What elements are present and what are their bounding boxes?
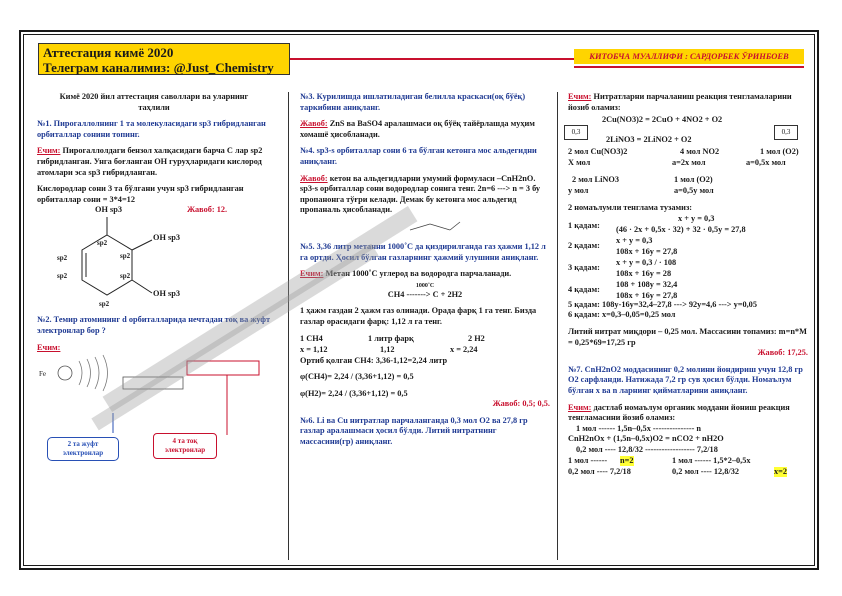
step-equation: 108x + 16y = 28 [616, 268, 672, 278]
fraction-h2: φ(H2)= 2,24 / (3,36+1,12) = 0,5 [300, 388, 408, 398]
solution-label-5: Ечим: [300, 269, 324, 279]
solution-6-text: Нитратларни парчаланиш реакция тенгламаларини йозиб оламиз: [568, 92, 792, 112]
step-equation: 108x + 16y = 27,8 [616, 246, 678, 256]
author-box: КИТОБЧА МУАЛЛИФИ : САРДОРБЕК ЎРИНБОЕВ [574, 49, 804, 64]
proportion-cell: 1 литр фарқ [368, 333, 414, 343]
step-equation: 108x + 16y = 27,8 [616, 290, 678, 300]
step-label: 2 қадам: [568, 240, 600, 250]
sp2-label: sp2 [120, 252, 131, 261]
final-proportions [568, 456, 808, 478]
ratio-cell: 2 мол Cu(NO3)2 [568, 147, 628, 157]
oxygen-box-left: 0,3 [564, 125, 588, 140]
answer-4-text: кетон ва альдегидларни умумий формуласи –CnH2nO. sp3-s орбиталлар сони водородлар сонига тенг. 2n=6 ---> n = 3 бу пропанонга тўғри келади. Демак бу кетонга мос альдегид пропаналь ҳисобланади. [300, 173, 541, 215]
reaction-5: CH4 -------> C + 2H2 [387, 289, 463, 299]
x-value: x=2 [774, 466, 788, 476]
step-equation: 108 + 108y = 32,4 [616, 279, 678, 289]
step-6: 6 қадам: x=0,3–0,05=0,25 мол [568, 310, 676, 320]
header-title: Аттестация кимё 2020 [43, 45, 174, 60]
oh-label-mid: OH sp3 [153, 233, 180, 243]
solution-label-6: Ечим: [568, 92, 592, 101]
sp2-label: sp2 [57, 254, 68, 263]
proportion-table [300, 334, 550, 356]
doc-title: Кимё 2020 йил аттестация саволлари ва уларнинг таҳлили [59, 92, 249, 112]
question-6: №6. Li ва Cu нитратлар парчаланганда 0,3 мол О2 ва 27,8 гр газлар аралашмаси ҳосил бўлди. Литий нитратнинг массасини(гр) аниқланг. [300, 415, 528, 447]
sp2-label: sp2 [97, 239, 108, 248]
author-underline [574, 66, 804, 68]
remaining-methane: Ортиб қолган CH4: 3,36-1,12=2,24 литр [300, 355, 448, 365]
ratio-cell: 4 мол NO2 [680, 147, 720, 157]
column-3 [568, 92, 808, 478]
paired-electrons-box: 2 та жуфт электронлар [47, 437, 119, 461]
answer-3-text: ZnS ва BaSO4 аралашмаси оқ бўёқ тайёрлашда муҳим хомашё ҳисобланади. [300, 119, 535, 139]
reaction-lithium: 2LiNO3 = 2LiNO2 + O2 [606, 135, 692, 145]
proportion-cell: x = 2,24 [450, 344, 478, 354]
step-equation: x + y = 0,3 [616, 235, 653, 245]
question-1: №1. Пирогаллолнинг 1 та молекуласидаги sp3 гибридланган орбиталлар сонини топинг. [37, 119, 266, 139]
step-equation: x + y = 0,3 / · 108 [616, 257, 677, 267]
ratio-cell: X мол [568, 158, 591, 168]
sp2-label: sp2 [57, 272, 68, 281]
column-1 [37, 92, 271, 465]
fraction-ch4: φ(CH4)= 2,24 / (3,36+1,12) = 0,5 [300, 372, 414, 382]
final-cell: 1 мол ------ [568, 455, 608, 465]
pyrogallol-structure [37, 205, 271, 315]
oh-label-top: OH sp3 [95, 205, 122, 215]
proportion-cell: 1 CH4 [300, 333, 323, 343]
question-5: №5. 3,36 литр метанни 1000˚С да қиздирилганда газ ҳажми 1,12 л га ортди. Ҳосил бўлган газларнинг ҳажмий улушини аниқланг. [300, 241, 546, 262]
solution-1-text: Пирогаллолдаги бензол халқасидаги барча С лар sp2 гибридланган. Унга боғланган ОН гуруҳларидаги кислород атомлари эса sp3 гибридланган. [37, 146, 263, 177]
step-label: 4 қадам: [568, 284, 600, 294]
proportion-cell: 1,12 [380, 344, 395, 354]
equation-steps [568, 214, 808, 300]
reaction-copper: 2Cu(NO3)2 = 2CuO + 4NO2 + O2 [602, 115, 723, 125]
column-divider-1 [288, 92, 289, 560]
sp2-label: sp2 [99, 300, 110, 309]
final-cell: 1 мол ------ 1,5*2–0,5x [672, 455, 751, 465]
answer-label-3: Жавоб: [300, 119, 328, 129]
answer-label-4: Жавоб: [300, 173, 328, 183]
reaction-temperature: 1000˚С [415, 282, 435, 289]
equation-7-bottom: 0,2 мол ---- 12,8/32 ------------------ 7,2/18 [576, 444, 718, 454]
final-cell: 0,2 мол ---- 7,2/18 [568, 466, 631, 476]
system-intro: 2 номаълумли тенглама тузамиз: [568, 203, 693, 213]
answer-1: Жавоб: 12. [187, 205, 228, 215]
propanal-structure [300, 216, 550, 236]
ratio-cell: 2 мол LiNO3 [572, 175, 619, 185]
answer-6: Жавоб: 17,25. [757, 348, 808, 358]
equation-7: CnH2nOx + (1,5n–0,5x)O2 = nCO2 + nH2O [568, 434, 724, 444]
sp2-label: sp2 [120, 272, 131, 281]
solution-5-explanation: 1 ҳажм газдан 2 ҳажм газ олинади. Орада фарқ 1 га тенг. Бизда газлар орасидаги фарқ: 1,12 л га тенг. [300, 306, 537, 326]
question-2: №2. Темир атомининг d орбиталларида нечтадан тоқ ва жуфт электронлар бор ? [37, 315, 271, 335]
ratio-cell: a=0,5x мол [746, 158, 786, 168]
result-6: Литий нитрат миқдори – 0,25 мол. Массасини топамиз: m=n*M = 0,25*69=17,25 гр [568, 326, 807, 347]
solution-label-7: Ечим: [568, 402, 592, 412]
question-7: №7. CnH2nO2 моддасининг 0,2 молини йондириш учун 12,8 гр O2 сарфланди. Натижада 7,2 гр сув ҳосил бўлди. Номаълум бўлган x ва n ларнинг қийматларини аниқланг. [568, 364, 803, 395]
step-label: 1 қадам: [568, 220, 600, 230]
ratio-cell: a=0,5y мол [674, 186, 714, 196]
mole-ratio-lithium [568, 175, 808, 197]
ratio-cell: a=2x мол [672, 158, 706, 168]
column-divider-2 [557, 92, 558, 560]
solution-label-2: Ечим: [37, 342, 61, 352]
propanal-svg [300, 216, 550, 236]
header-title-box [38, 43, 290, 75]
header-divider-line [290, 58, 574, 60]
proportion-cell: 2 H2 [468, 333, 485, 343]
ratio-cell: 1 мол (O2) [674, 175, 713, 185]
final-cell: 0,2 мол ---- 12,8/32 [672, 466, 740, 476]
step-equation: x + y = 0,3 [678, 213, 715, 223]
mole-ratio-copper [568, 147, 808, 169]
question-4: №4. sp3-s орбиталлар сони 6 та бўлган кетонга мос альдегидни аниқланг. [300, 146, 537, 166]
unpaired-electrons-box: 4 та тоқ электронлар [153, 433, 217, 459]
step-label: 3 қадам: [568, 262, 600, 272]
ratio-cell: у мол [568, 186, 589, 196]
oxygen-box-right: 0,3 [774, 125, 798, 140]
proportion-cell: x = 1,12 [300, 344, 328, 354]
nitrate-reactions [568, 113, 808, 147]
solution-7-text: дастлаб номаълум органик моддани йониш реакция тенгламасини йозиб оламиз: [568, 402, 790, 423]
n-value: n=2 [620, 455, 634, 465]
question-3: №3. Курилишда ишлатиладиган белилла краскаси(оқ бўёқ) таркибини аниқланг. [300, 92, 526, 112]
solution-1-count: Кислородлар сони 3 та бўлгани учун sp3 гибридланган орбиталлар сони = 3*4=12 [37, 184, 244, 204]
solution-5-text: Метан 1000˚С углерод ва водородга парчаланади. [325, 269, 512, 279]
header-channel: Телеграм каналимиз: @Just_Chemistry [43, 60, 274, 75]
ratio-cell: 1 мол (O2) [760, 147, 799, 157]
solution-label-1: Ечим: [37, 146, 61, 156]
step-equation: (46 · 2x + 0,5x · 32) + 32 · 0,5y = 27,8 [616, 224, 746, 234]
step-5: 5 қадам: 108y-16y=32,4–27,8 ---> 92y=4,6 ---> y=0,05 [568, 299, 757, 309]
answer-5: Жавоб: 0,5; 0,5. [492, 399, 550, 409]
equation-7-top: 1 мол ------ 1,5n–0,5x --------------- n [576, 423, 702, 433]
fe-symbol: Fe [39, 370, 46, 379]
oh-label-bottom: OH sp3 [153, 289, 180, 299]
